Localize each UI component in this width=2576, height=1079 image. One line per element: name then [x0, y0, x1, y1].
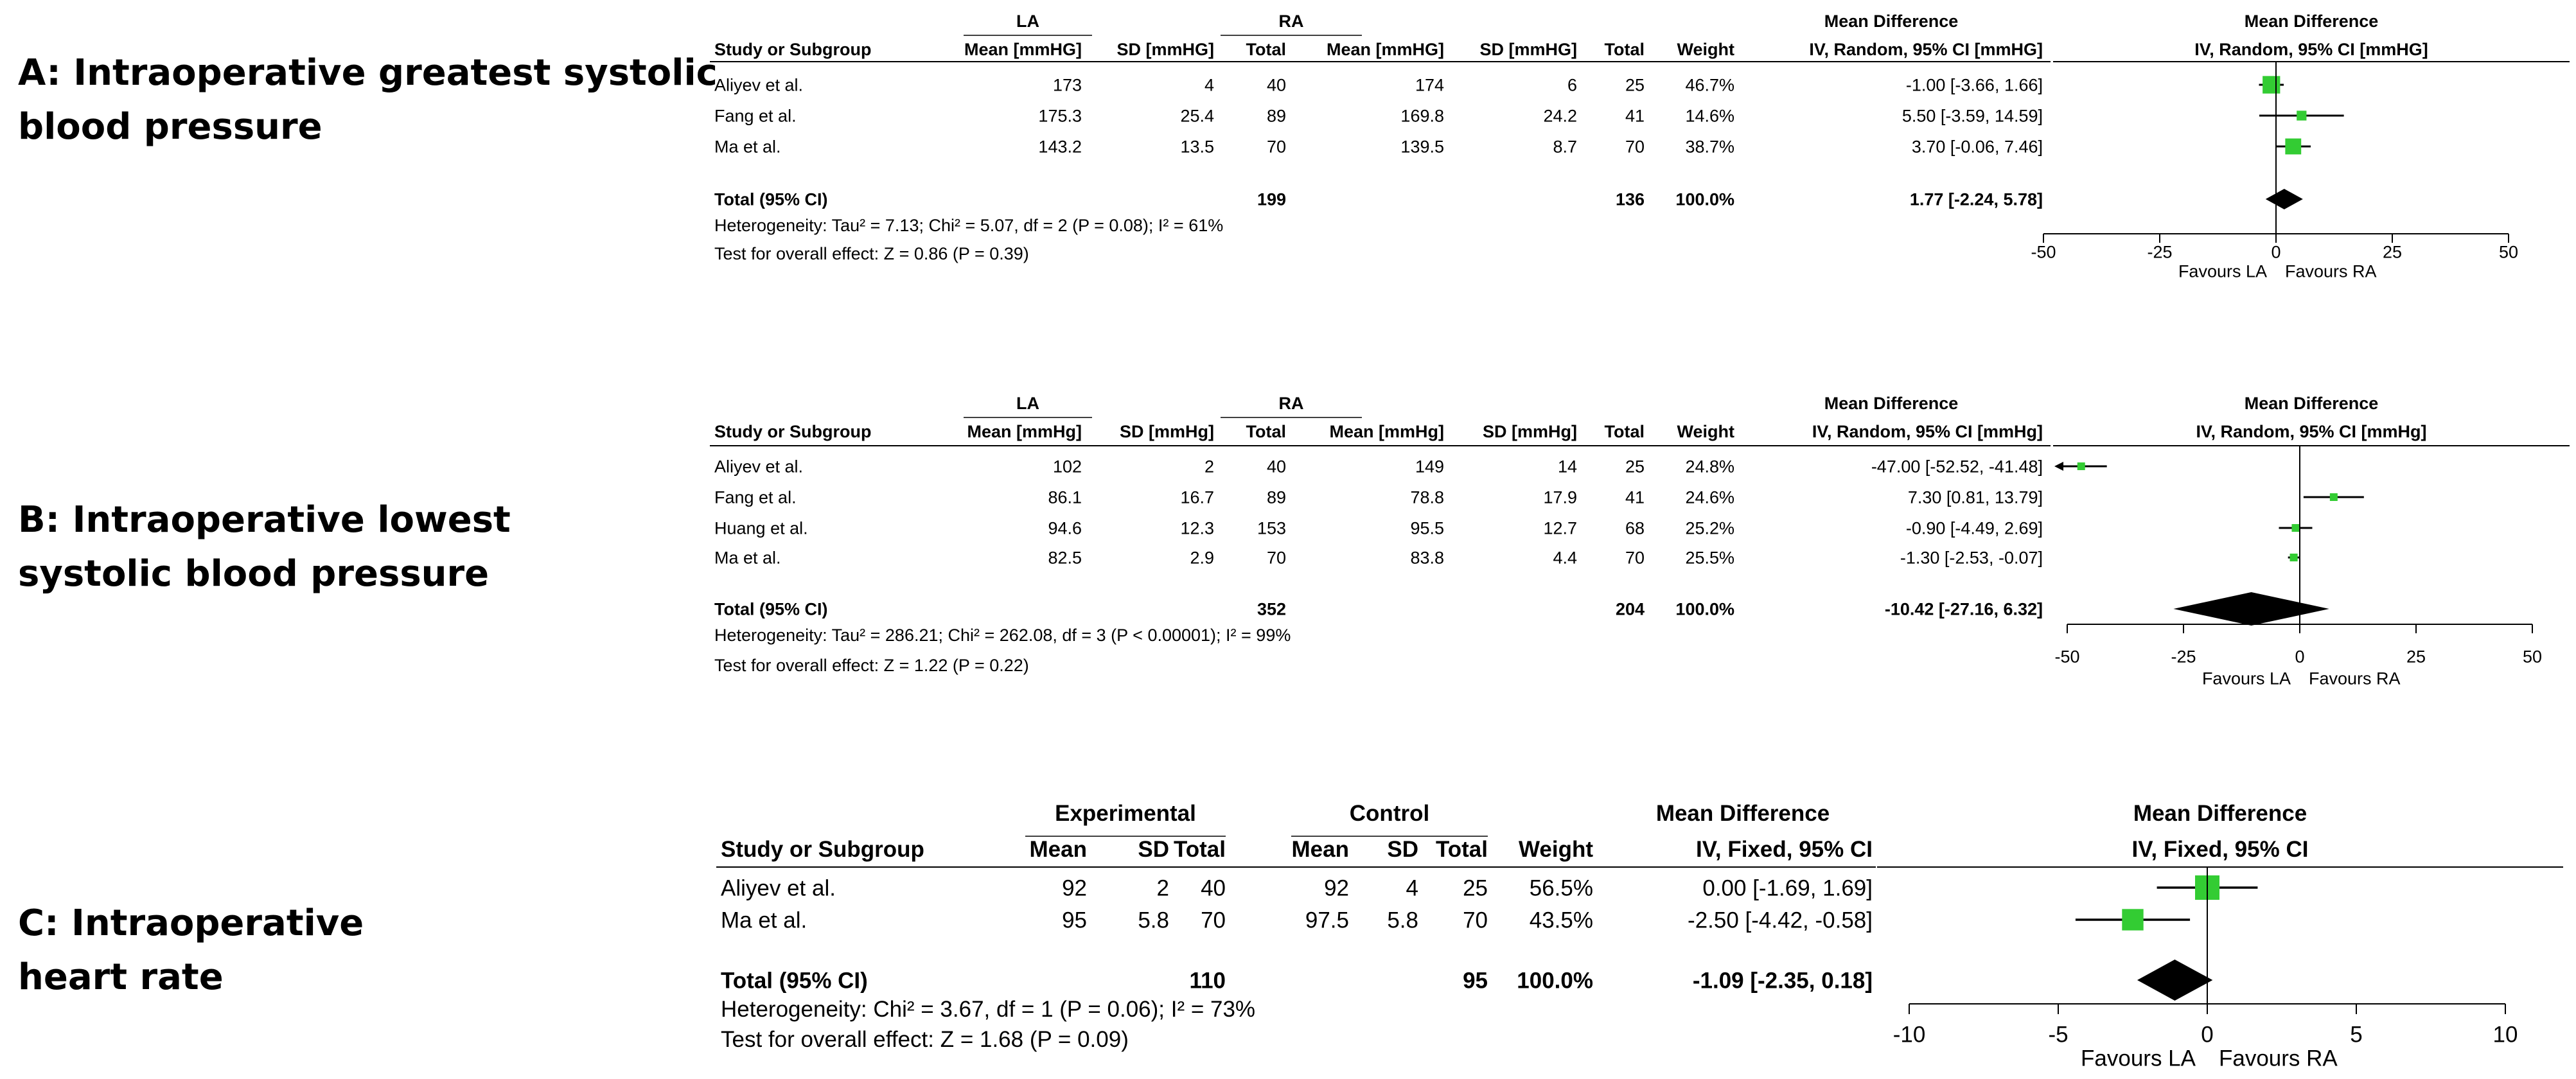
- panel-c-marker-1: [2122, 909, 2143, 930]
- panel-c-total-ci: -1.09 [-2.35, 0.18]: [1692, 968, 1873, 994]
- panel-b-row-2-sd2: 12.7: [1543, 518, 1577, 538]
- panel-c-total-weight: 100.0%: [1517, 968, 1593, 994]
- panel-b-col-header-2: SD [mmHg]: [1120, 422, 1214, 441]
- panel-b-row-3-study: Ma et al.: [714, 548, 781, 568]
- panel-b-row-0-n1: 40: [1266, 457, 1286, 477]
- panel-c-row-0-m1: 92: [1062, 875, 1087, 901]
- panel-c-col-header-2: SD: [1138, 837, 1169, 862]
- panel-b-row-1-sd2: 17.9: [1543, 487, 1577, 507]
- panel-c-row-0-study: Aliyev et al.: [721, 875, 836, 901]
- panel-b-row-1-m2: 78.8: [1410, 487, 1444, 507]
- panel-b-row-2-n2: 68: [1625, 518, 1645, 538]
- panel-b-total-weight: 100.0%: [1675, 599, 1734, 619]
- panel-a-total-n2: 136: [1615, 189, 1645, 209]
- panel-c-row-1-study: Ma et al.: [721, 908, 807, 933]
- panel-a-overall-effect: Test for overall effect: Z = 0.86 (P = 0.39): [714, 244, 1029, 263]
- panel-b-col-header-5: SD [mmHg]: [1483, 422, 1577, 441]
- panel-b-md-header: Mean Difference: [1824, 394, 1959, 413]
- panel-a-title-line2: blood pressure: [18, 106, 322, 148]
- panel-a-row-1-m1: 175.3: [1038, 106, 1082, 126]
- panel-b-col-header-4: Mean [mmHg]: [1329, 422, 1444, 441]
- panel-c-tick-label-2: 0: [2201, 1022, 2214, 1048]
- panel-c-row-0-sd1: 2: [1156, 875, 1169, 901]
- panel-b-overall-effect: Test for overall effect: Z = 1.22 (P = 0.22): [714, 656, 1029, 675]
- panel-c-col-header-0: Study or Subgroup: [721, 837, 924, 862]
- panel-a-col-header-4: Mean [mmHG]: [1326, 40, 1444, 59]
- panel-c-col-header-8: IV, Fixed, 95% CI: [1696, 837, 1873, 862]
- panel-b-row-0-weight: 24.8%: [1685, 457, 1734, 477]
- panel-b-tick-label-3: 25: [2406, 647, 2426, 667]
- panel-b-row-3-m1: 82.5: [1048, 548, 1082, 568]
- panel-c-col-header-3: Total: [1173, 837, 1226, 862]
- panel-a-row-2-n2: 70: [1625, 137, 1645, 157]
- panel-b-row-0-sd2: 14: [1557, 457, 1577, 477]
- panel-b-row-2-m2: 95.5: [1410, 518, 1444, 538]
- panel-b-row-2-sd1: 12.3: [1180, 518, 1214, 538]
- panel-b-row-1-m1: 86.1: [1048, 487, 1082, 507]
- panel-a-row-2-ci: 3.70 [-0.06, 7.46]: [1911, 137, 2043, 157]
- panel-a-tick-label-1: -25: [2147, 242, 2173, 262]
- panel-b-marker-0: [2078, 462, 2085, 470]
- panel-b-row-3-sd2: 4.4: [1553, 548, 1577, 568]
- panel-c-total-n2: 95: [1463, 968, 1488, 994]
- panel-c-favours-right: Favours RA: [2219, 1046, 2338, 1071]
- panel-c-col-header-4: Mean: [1291, 837, 1349, 862]
- panel-a-row-1-ci: 5.50 [-3.59, 14.59]: [1901, 106, 2043, 126]
- panel-c-total-n1: 110: [1189, 968, 1226, 994]
- panel-b-group2-header: RA: [1278, 394, 1304, 413]
- panel-a-row-2-sd2: 8.7: [1553, 137, 1577, 157]
- panel-a-col-header-2: SD [mmHG]: [1116, 40, 1214, 59]
- panel-a-tick-label-3: 25: [2382, 242, 2403, 262]
- panel-c-tick-label-0: -10: [1892, 1022, 1926, 1048]
- panel-a-row-1-n2: 41: [1625, 106, 1645, 126]
- panel-a-heterogeneity: Heterogeneity: Tau² = 7.13; Chi² = 5.07, df = 2 (P = 0.08); I² = 61%: [714, 216, 1224, 235]
- panel-b-row-1-ci: 7.30 [0.81, 13.79]: [1907, 487, 2043, 507]
- panel-a-row-0-n1: 40: [1266, 75, 1286, 95]
- panel-b-favours-right: Favours RA: [2309, 669, 2401, 689]
- panel-a-row-0-m1: 173: [1052, 75, 1082, 95]
- panel-c-title-line2: heart rate: [18, 956, 224, 998]
- panel-b-marker-3: [2290, 554, 2298, 561]
- panel-a-row-1-sd1: 25.4: [1180, 106, 1214, 126]
- panel-b-ci-arrow-0: [2054, 462, 2063, 471]
- panel-b-total-ci: -10.42 [-27.16, 6.32]: [1884, 599, 2043, 619]
- panel-b-row-2-weight: 25.2%: [1685, 518, 1734, 538]
- panel-a-row-1-n1: 89: [1266, 106, 1286, 126]
- panel-a-row-2-study: Ma et al.: [714, 137, 781, 157]
- panel-b-title-line2: systolic blood pressure: [18, 553, 490, 595]
- panel-c-md-header: Mean Difference: [1655, 801, 1830, 826]
- panel-c-row-1-n1: 70: [1201, 908, 1226, 933]
- panel-a-row-0-m2: 174: [1415, 75, 1444, 95]
- panel-a-col-header-0: Study or Subgroup: [714, 40, 872, 59]
- panel-b-title-line1: B: Intraoperative lowest: [18, 499, 511, 541]
- panel-b-row-1-study: Fang et al.: [714, 487, 797, 507]
- panel-a-row-2-m2: 139.5: [1400, 137, 1444, 157]
- panel-a-title-line1: A: Intraoperative greatest systolic: [18, 52, 718, 94]
- panel-b-row-0-n2: 25: [1625, 457, 1645, 477]
- panel-a-total-n1: 199: [1257, 189, 1286, 209]
- panel-b-row-0-m1: 102: [1052, 457, 1082, 477]
- panel-b-row-0-sd1: 2: [1204, 457, 1214, 477]
- panel-b-row-2-m1: 94.6: [1048, 518, 1082, 538]
- panel-a-total-label: Total (95% CI): [714, 189, 828, 209]
- panel-c-total-label: Total (95% CI): [721, 968, 868, 994]
- panel-c-row-0-m2: 92: [1324, 875, 1349, 901]
- panel-b-total-n1: 352: [1257, 599, 1286, 619]
- panel-c-col-header-1: Mean: [1029, 837, 1087, 862]
- panel-a-md-header: Mean Difference: [1824, 12, 1959, 31]
- panel-a-row-2-m1: 143.2: [1038, 137, 1082, 157]
- panel-a-tick-label-2: 0: [2271, 242, 2281, 262]
- panel-b-row-2-study: Huang et al.: [714, 518, 808, 538]
- panel-b-row-1-n2: 41: [1625, 487, 1645, 507]
- panel-c-tick-label-3: 5: [2350, 1022, 2363, 1048]
- panel-c-row-1-ci: -2.50 [-4.42, -0.58]: [1688, 908, 1873, 933]
- panel-a-row-0-study: Aliyev et al.: [714, 75, 804, 95]
- panel-a-group2-header: RA: [1278, 12, 1304, 31]
- panel-b-row-0-study: Aliyev et al.: [714, 457, 804, 477]
- panel-c-col-header-7: Weight: [1518, 837, 1593, 862]
- panel-a-group1-header: LA: [1016, 12, 1039, 31]
- panel-a-favours-right: Favours RA: [2285, 261, 2377, 281]
- panel-b-row-3-sd1: 2.9: [1190, 548, 1214, 568]
- panel-a-total-weight: 100.0%: [1675, 189, 1734, 209]
- panel-a-row-2-weight: 38.7%: [1685, 137, 1734, 157]
- panel-c-summary-diamond: [2137, 960, 2212, 1001]
- panel-a-row-1-sd2: 24.2: [1543, 106, 1577, 126]
- panel-b-row-3-n1: 70: [1266, 548, 1286, 568]
- panel-b-col-header-1: Mean [mmHg]: [967, 422, 1082, 441]
- panel-a-marker-2: [2285, 139, 2301, 155]
- panel-b-row-3-n2: 70: [1625, 548, 1645, 568]
- panel-b-total-n2: 204: [1615, 599, 1645, 619]
- panel-c-favours-left: Favours LA: [2081, 1046, 2196, 1071]
- panel-b-col-header-7: Weight: [1677, 422, 1734, 441]
- panel-c-overall-effect: Test for overall effect: Z = 1.68 (P = 0.09): [721, 1027, 1129, 1052]
- panel-b-tick-label-0: -50: [2054, 647, 2080, 667]
- panel-c-row-1-n2: 70: [1463, 908, 1488, 933]
- panel-b-col-header-0: Study or Subgroup: [714, 422, 872, 441]
- panel-a-row-2-n1: 70: [1266, 137, 1286, 157]
- panel-c-title-line1: C: Intraoperative: [18, 902, 364, 944]
- panel-a-row-1-weight: 14.6%: [1685, 106, 1734, 126]
- panel-b-tick-label-4: 50: [2522, 647, 2543, 667]
- panel-b-row-3-ci: -1.30 [-2.53, -0.07]: [1900, 548, 2043, 568]
- panel-a-col-header-5: SD [mmHG]: [1479, 40, 1577, 59]
- panel-b-row-2-ci: -0.90 [-4.49, 2.69]: [1905, 518, 2043, 538]
- panel-c-row-0-weight: 56.5%: [1529, 875, 1593, 901]
- panel-b-marker-2: [2291, 524, 2299, 532]
- panel-a-row-0-n2: 25: [1625, 75, 1645, 95]
- panel-a-col-header-1: Mean [mmHG]: [964, 40, 1082, 59]
- panel-c-row-0-n2: 25: [1463, 875, 1488, 901]
- panel-c-row-1-m1: 95: [1062, 908, 1087, 933]
- panel-c-row-0-sd2: 4: [1406, 875, 1418, 901]
- panel-c-row-0-ci: 0.00 [-1.69, 1.69]: [1702, 875, 1873, 901]
- panel-b-tick-label-2: 0: [2295, 647, 2305, 667]
- panel-a-col-header-3: Total: [1246, 40, 1286, 59]
- panel-c-heterogeneity: Heterogeneity: Chi² = 3.67, df = 1 (P = 0.06); I² = 73%: [721, 997, 1256, 1022]
- panel-a-total-ci: 1.77 [-2.24, 5.78]: [1909, 189, 2043, 209]
- panel-b-favours-left: Favours LA: [2201, 669, 2291, 689]
- panel-b-row-1-sd1: 16.7: [1180, 487, 1214, 507]
- panel-c-plot-header: Mean Difference: [2133, 801, 2307, 826]
- panel-b-row-0-m2: 149: [1415, 457, 1444, 477]
- panel-b-col-header-8: IV, Random, 95% CI [mmHg]: [1812, 422, 2043, 441]
- panel-a-row-1-study: Fang et al.: [714, 106, 797, 126]
- panel-b-col-header-3: Total: [1246, 422, 1286, 441]
- panel-a-col-header-6: Total: [1604, 40, 1645, 59]
- panel-a-summary-diamond: [2266, 189, 2303, 209]
- panel-a-tick-label-0: -50: [2031, 242, 2056, 262]
- panel-a-plot-subheader: IV, Random, 95% CI [mmHG]: [2194, 40, 2428, 59]
- panel-c-col-header-6: Total: [1435, 837, 1488, 862]
- panel-a-col-header-8: IV, Random, 95% CI [mmHG]: [1809, 40, 2043, 59]
- panel-b-plot-header: Mean Difference: [2244, 394, 2379, 413]
- panel-a-favours-left: Favours LA: [2178, 261, 2267, 281]
- panel-a-plot-header: Mean Difference: [2244, 12, 2379, 31]
- panel-a-marker-0: [2263, 76, 2280, 93]
- panel-a-row-0-sd2: 6: [1567, 75, 1577, 95]
- panel-a-row-0-ci: -1.00 [-3.66, 1.66]: [1905, 75, 2043, 95]
- panel-b-heterogeneity: Heterogeneity: Tau² = 286.21; Chi² = 262.08, df = 3 (P < 0.00001); I² = 99%: [714, 626, 1291, 645]
- panel-a-col-header-7: Weight: [1677, 40, 1734, 59]
- panel-a-marker-1: [2297, 110, 2306, 120]
- panel-a-row-0-sd1: 4: [1204, 75, 1214, 95]
- panel-c-row-1-sd1: 5.8: [1138, 908, 1169, 933]
- panel-b-summary-diamond: [2173, 592, 2329, 626]
- panel-c-group2-header: Control: [1349, 801, 1430, 826]
- panel-b-tick-label-1: -25: [2171, 647, 2196, 667]
- panel-a-row-1-m2: 169.8: [1400, 106, 1444, 126]
- panel-c-group1-header: Experimental: [1055, 801, 1196, 826]
- panel-b-row-3-weight: 25.5%: [1685, 548, 1734, 568]
- panel-c-tick-label-1: -5: [2048, 1022, 2069, 1048]
- panel-c-row-0-n1: 40: [1201, 875, 1226, 901]
- panel-c-row-1-m2: 97.5: [1305, 908, 1349, 933]
- panel-a-tick-label-4: 50: [2498, 242, 2519, 262]
- panel-b-row-2-n1: 153: [1257, 518, 1286, 538]
- panel-c-plot-subheader: IV, Fixed, 95% CI: [2131, 837, 2309, 862]
- panel-b-plot-subheader: IV, Random, 95% CI [mmHg]: [2196, 422, 2427, 441]
- panel-b-group1-header: LA: [1016, 394, 1039, 413]
- panel-c-row-1-weight: 43.5%: [1529, 908, 1593, 933]
- panel-b-row-0-ci: -47.00 [-52.52, -41.48]: [1871, 457, 2043, 477]
- panel-b-row-3-m2: 83.8: [1410, 548, 1444, 568]
- panel-b-marker-1: [2330, 493, 2338, 501]
- panel-b-row-1-n1: 89: [1266, 487, 1286, 507]
- panel-c-tick-label-4: 10: [2492, 1022, 2518, 1048]
- panel-c-row-1-sd2: 5.8: [1387, 908, 1418, 933]
- panel-c-col-header-5: SD: [1387, 837, 1418, 862]
- panel-b-total-label: Total (95% CI): [714, 599, 828, 619]
- panel-b-row-1-weight: 24.6%: [1685, 487, 1734, 507]
- panel-b-col-header-6: Total: [1604, 422, 1645, 441]
- panel-a-row-2-sd1: 13.5: [1180, 137, 1214, 157]
- panel-a-row-0-weight: 46.7%: [1685, 75, 1734, 95]
